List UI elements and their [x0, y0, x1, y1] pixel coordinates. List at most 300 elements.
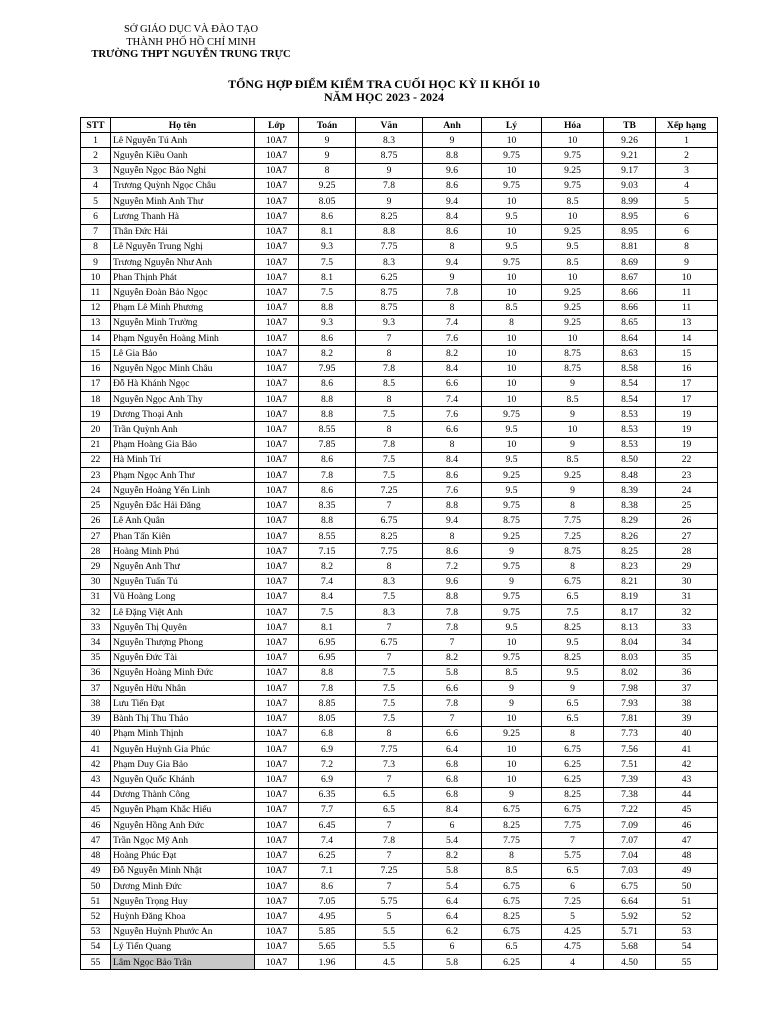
- cell-physics: 8.5: [482, 863, 542, 878]
- cell-math: 8.85: [299, 696, 356, 711]
- cell-rank: 19: [656, 437, 718, 452]
- cell-chemistry: 8.5: [542, 391, 604, 406]
- cell-rank: 17: [656, 391, 718, 406]
- cell-average: 7.51: [604, 757, 656, 772]
- cell-literature: 7.8: [356, 178, 423, 193]
- cell-class: 10A7: [255, 924, 299, 939]
- cell-rank: 10: [656, 270, 718, 285]
- cell-english: 8.6: [423, 178, 482, 193]
- cell-average: 8.69: [604, 254, 656, 269]
- cell-name: Nguyễn Kiều Oanh: [111, 148, 255, 163]
- cell-rank: 11: [656, 285, 718, 300]
- cell-rank: 52: [656, 909, 718, 924]
- cell-chemistry: 9: [542, 483, 604, 498]
- cell-english: 6: [423, 939, 482, 954]
- cell-math: 7.85: [299, 437, 356, 452]
- cell-rank: 31: [656, 589, 718, 604]
- cell-name: Dương Minh Đức: [111, 878, 255, 893]
- table-row: [81, 589, 718, 604]
- cell-physics: 10: [482, 391, 542, 406]
- cell-physics: 9.75: [482, 254, 542, 269]
- cell-stt: 30: [81, 574, 111, 589]
- cell-stt: 36: [81, 665, 111, 680]
- cell-math: 7.8: [299, 468, 356, 483]
- cell-math: 6.45: [299, 818, 356, 833]
- cell-average: 8.54: [604, 376, 656, 391]
- cell-chemistry: 6: [542, 878, 604, 893]
- cell-math: 7.8: [299, 681, 356, 696]
- cell-literature: 7.8: [356, 361, 423, 376]
- cell-physics: 9.5: [482, 209, 542, 224]
- table-row: [81, 194, 718, 209]
- cell-class: 10A7: [255, 422, 299, 437]
- cell-rank: 49: [656, 863, 718, 878]
- cell-english: 6.4: [423, 909, 482, 924]
- cell-class: 10A7: [255, 955, 299, 970]
- cell-literature: 8.25: [356, 528, 423, 543]
- cell-math: 9.3: [299, 239, 356, 254]
- cell-literature: 9.3: [356, 315, 423, 330]
- cell-literature: 7: [356, 848, 423, 863]
- cell-chemistry: 8.25: [542, 650, 604, 665]
- cell-rank: 30: [656, 574, 718, 589]
- cell-class: 10A7: [255, 270, 299, 285]
- cell-math: 8.6: [299, 331, 356, 346]
- cell-english: 9: [423, 133, 482, 148]
- cell-math: 7.2: [299, 757, 356, 772]
- cell-physics: 9.5: [482, 422, 542, 437]
- school-name: TRƯỜNG THPT NGUYỄN TRUNG TRỰC: [91, 49, 291, 60]
- cell-stt: 46: [81, 818, 111, 833]
- cell-average: 8.02: [604, 665, 656, 680]
- cell-english: 8: [423, 239, 482, 254]
- cell-literature: 5.5: [356, 924, 423, 939]
- cell-math: 8.8: [299, 407, 356, 422]
- cell-physics: 10: [482, 437, 542, 452]
- cell-name: Phạm Nguyễn Hoàng Minh: [111, 331, 255, 346]
- cell-literature: 8: [356, 422, 423, 437]
- cell-class: 10A7: [255, 818, 299, 833]
- cell-average: 7.09: [604, 818, 656, 833]
- cell-literature: 8.5: [356, 376, 423, 391]
- table-row: [81, 528, 718, 543]
- city-name: THÀNH PHỐ HỒ CHÍ MINH: [126, 36, 256, 48]
- table-row: [81, 574, 718, 589]
- cell-average: 8.04: [604, 635, 656, 650]
- table-row: [81, 498, 718, 513]
- cell-physics: 9.75: [482, 407, 542, 422]
- cell-class: 10A7: [255, 574, 299, 589]
- cell-rank: 19: [656, 422, 718, 437]
- cell-average: 8.95: [604, 209, 656, 224]
- cell-class: 10A7: [255, 315, 299, 330]
- cell-rank: 11: [656, 300, 718, 315]
- cell-math: 7.5: [299, 254, 356, 269]
- cell-physics: 8: [482, 848, 542, 863]
- cell-class: 10A7: [255, 665, 299, 680]
- cell-class: 10A7: [255, 239, 299, 254]
- cell-stt: 25: [81, 498, 111, 513]
- cell-math: 6.9: [299, 772, 356, 787]
- cell-english: 7.8: [423, 605, 482, 620]
- table-row: [81, 787, 718, 802]
- cell-english: 9: [423, 270, 482, 285]
- cell-name: Nguyễn Anh Thư: [111, 559, 255, 574]
- cell-class: 10A7: [255, 878, 299, 893]
- cell-stt: 40: [81, 726, 111, 741]
- cell-english: 8.4: [423, 209, 482, 224]
- cell-average: 8.67: [604, 270, 656, 285]
- cell-average: 8.95: [604, 224, 656, 239]
- cell-average: 8.19: [604, 589, 656, 604]
- cell-literature: 8.75: [356, 300, 423, 315]
- cell-english: 7.8: [423, 696, 482, 711]
- cell-class: 10A7: [255, 757, 299, 772]
- cell-name: Dương Thành Công: [111, 787, 255, 802]
- cell-chemistry: 8.75: [542, 361, 604, 376]
- cell-class: 10A7: [255, 863, 299, 878]
- cell-class: 10A7: [255, 483, 299, 498]
- cell-average: 8.53: [604, 407, 656, 422]
- cell-math: 8.6: [299, 376, 356, 391]
- cell-rank: 14: [656, 331, 718, 346]
- cell-class: 10A7: [255, 544, 299, 559]
- cell-chemistry: 9: [542, 681, 604, 696]
- cell-physics: 8.25: [482, 818, 542, 833]
- cell-math: 6.25: [299, 848, 356, 863]
- cell-literature: 7.8: [356, 437, 423, 452]
- cell-stt: 26: [81, 513, 111, 528]
- cell-average: 9.17: [604, 163, 656, 178]
- cell-rank: 27: [656, 528, 718, 543]
- cell-rank: 43: [656, 772, 718, 787]
- cell-english: 8.4: [423, 361, 482, 376]
- cell-chemistry: 5.75: [542, 848, 604, 863]
- cell-class: 10A7: [255, 939, 299, 954]
- cell-physics: 10: [482, 361, 542, 376]
- cell-english: 6.4: [423, 894, 482, 909]
- cell-chemistry: 9.25: [542, 224, 604, 239]
- cell-stt: 39: [81, 711, 111, 726]
- cell-rank: 16: [656, 361, 718, 376]
- cell-math: 8.8: [299, 300, 356, 315]
- cell-class: 10A7: [255, 559, 299, 574]
- cell-literature: 7.75: [356, 544, 423, 559]
- cell-english: 8.2: [423, 346, 482, 361]
- cell-math: 8.55: [299, 422, 356, 437]
- table-row: [81, 818, 718, 833]
- cell-average: 6.75: [604, 878, 656, 893]
- cell-average: 7.22: [604, 802, 656, 817]
- cell-name: Lưu Tiến Đạt: [111, 696, 255, 711]
- cell-stt: 43: [81, 772, 111, 787]
- cell-class: 10A7: [255, 300, 299, 315]
- cell-stt: 17: [81, 376, 111, 391]
- cell-stt: 9: [81, 254, 111, 269]
- cell-english: 8.8: [423, 498, 482, 513]
- cell-name: Phan Tấn Kiên: [111, 528, 255, 543]
- cell-chemistry: 9: [542, 437, 604, 452]
- cell-literature: 7: [356, 878, 423, 893]
- cell-rank: 24: [656, 483, 718, 498]
- title-line-2: NĂM HỌC 2023 - 2024: [324, 90, 444, 104]
- cell-physics: 9: [482, 681, 542, 696]
- cell-class: 10A7: [255, 802, 299, 817]
- cell-literature: 7: [356, 331, 423, 346]
- cell-rank: 47: [656, 833, 718, 848]
- cell-rank: 17: [656, 376, 718, 391]
- cell-average: 7.73: [604, 726, 656, 741]
- cell-math: 8.55: [299, 528, 356, 543]
- cell-name: Đỗ Hà Khánh Ngọc: [111, 376, 255, 391]
- cell-average: 8.64: [604, 331, 656, 346]
- cell-chemistry: 10: [542, 209, 604, 224]
- cell-stt: 3: [81, 163, 111, 178]
- table-row: [81, 605, 718, 620]
- cell-english: 8: [423, 437, 482, 452]
- cell-literature: 7.75: [356, 741, 423, 756]
- cell-math: 7.4: [299, 833, 356, 848]
- cell-name: Hoàng Phúc Đạt: [111, 848, 255, 863]
- cell-english: 7.6: [423, 331, 482, 346]
- cell-name: Nguyễn Hoàng Minh Đức: [111, 665, 255, 680]
- cell-rank: 8: [656, 239, 718, 254]
- cell-name: Lê Nguyễn Tú Anh: [111, 133, 255, 148]
- cell-chemistry: 9.75: [542, 148, 604, 163]
- cell-rank: 32: [656, 605, 718, 620]
- cell-physics: 9.75: [482, 178, 542, 193]
- cell-math: 6.95: [299, 650, 356, 665]
- table-row: [81, 681, 718, 696]
- cell-physics: 7.75: [482, 833, 542, 848]
- cell-physics: 10: [482, 711, 542, 726]
- cell-english: 6.6: [423, 376, 482, 391]
- cell-average: 7.93: [604, 696, 656, 711]
- cell-average: 7.39: [604, 772, 656, 787]
- cell-stt: 29: [81, 559, 111, 574]
- cell-stt: 21: [81, 437, 111, 452]
- cell-math: 6.95: [299, 635, 356, 650]
- cell-math: 8: [299, 163, 356, 178]
- cell-literature: 7.5: [356, 468, 423, 483]
- cell-class: 10A7: [255, 528, 299, 543]
- cell-physics: 10: [482, 133, 542, 148]
- cell-rank: 44: [656, 787, 718, 802]
- cell-stt: 15: [81, 346, 111, 361]
- cell-chemistry: 6.5: [542, 711, 604, 726]
- table-row: [81, 254, 718, 269]
- cell-stt: 32: [81, 605, 111, 620]
- cell-class: 10A7: [255, 209, 299, 224]
- cell-math: 9.3: [299, 315, 356, 330]
- cell-class: 10A7: [255, 285, 299, 300]
- cell-rank: 5: [656, 194, 718, 209]
- cell-literature: 7: [356, 818, 423, 833]
- cell-math: 7.7: [299, 802, 356, 817]
- cell-class: 10A7: [255, 163, 299, 178]
- table-row: [81, 422, 718, 437]
- cell-average: 8.66: [604, 285, 656, 300]
- cell-stt: 13: [81, 315, 111, 330]
- cell-average: 8.03: [604, 650, 656, 665]
- cell-math: 7.95: [299, 361, 356, 376]
- cell-stt: 42: [81, 757, 111, 772]
- cell-rank: 53: [656, 924, 718, 939]
- cell-rank: 35: [656, 650, 718, 665]
- cell-average: 7.38: [604, 787, 656, 802]
- table-row: [81, 772, 718, 787]
- cell-rank: 55: [656, 955, 718, 970]
- table-row: [81, 346, 718, 361]
- cell-literature: 5.75: [356, 894, 423, 909]
- cell-average: 7.81: [604, 711, 656, 726]
- cell-name: Lê Anh Quân: [111, 513, 255, 528]
- cell-name: Nguyễn Huỳnh Gia Phúc: [111, 741, 255, 756]
- cell-stt: 12: [81, 300, 111, 315]
- cell-math: 7.1: [299, 863, 356, 878]
- cell-chemistry: 7: [542, 833, 604, 848]
- cell-literature: 6.75: [356, 513, 423, 528]
- cell-chemistry: 7.25: [542, 894, 604, 909]
- cell-rank: 54: [656, 939, 718, 954]
- table-row: [81, 315, 718, 330]
- cell-average: 8.53: [604, 437, 656, 452]
- cell-chemistry: 7.5: [542, 605, 604, 620]
- cell-average: 8.53: [604, 422, 656, 437]
- cell-stt: 20: [81, 422, 111, 437]
- cell-chemistry: 10: [542, 331, 604, 346]
- cell-stt: 38: [81, 696, 111, 711]
- cell-math: 8.05: [299, 711, 356, 726]
- cell-name: Hoàng Minh Phú: [111, 544, 255, 559]
- cell-name: Nguyễn Đoàn Bảo Ngọc: [111, 285, 255, 300]
- cell-math: 6.35: [299, 787, 356, 802]
- cell-chemistry: 8.25: [542, 787, 604, 802]
- cell-physics: 10: [482, 741, 542, 756]
- table-row: [81, 894, 718, 909]
- cell-chemistry: 9.5: [542, 635, 604, 650]
- cell-average: 8.81: [604, 239, 656, 254]
- cell-average: 8.21: [604, 574, 656, 589]
- cell-stt: 41: [81, 741, 111, 756]
- table-row: [81, 878, 718, 893]
- cell-average: 8.66: [604, 300, 656, 315]
- cell-english: 8.6: [423, 224, 482, 239]
- cell-name: Nguyễn Thị Quyên: [111, 620, 255, 635]
- cell-literature: 7.75: [356, 239, 423, 254]
- cell-rank: 6: [656, 209, 718, 224]
- cell-chemistry: 9.25: [542, 315, 604, 330]
- cell-physics: 9: [482, 787, 542, 802]
- cell-name: Huỳnh Đăng Khoa: [111, 909, 255, 924]
- cell-name: Phạm Duy Gia Bảo: [111, 757, 255, 772]
- cell-stt: 54: [81, 939, 111, 954]
- cell-name: Trần Quỳnh Anh: [111, 422, 255, 437]
- column-header-english: Anh: [423, 118, 482, 133]
- cell-math: 8.6: [299, 483, 356, 498]
- cell-name: Lê Nguyễn Trung Nghị: [111, 239, 255, 254]
- cell-name: Trương Nguyễn Như Anh: [111, 254, 255, 269]
- cell-english: 8: [423, 300, 482, 315]
- table-row: [81, 483, 718, 498]
- cell-class: 10A7: [255, 224, 299, 239]
- cell-class: 10A7: [255, 894, 299, 909]
- cell-rank: 50: [656, 878, 718, 893]
- cell-chemistry: 6.5: [542, 863, 604, 878]
- cell-stt: 6: [81, 209, 111, 224]
- cell-chemistry: 9: [542, 407, 604, 422]
- cell-average: 9.03: [604, 178, 656, 193]
- cell-average: 8.25: [604, 544, 656, 559]
- cell-math: 8.6: [299, 452, 356, 467]
- cell-chemistry: 9.5: [542, 665, 604, 680]
- cell-english: 7.8: [423, 285, 482, 300]
- cell-chemistry: 9.25: [542, 300, 604, 315]
- cell-average: 5.68: [604, 939, 656, 954]
- cell-rank: 3: [656, 163, 718, 178]
- cell-stt: 37: [81, 681, 111, 696]
- cell-stt: 50: [81, 878, 111, 893]
- column-header-physics: Lý: [482, 118, 542, 133]
- cell-literature: 8.3: [356, 574, 423, 589]
- cell-name: Phạm Lê Minh Phương: [111, 300, 255, 315]
- cell-english: 8.8: [423, 148, 482, 163]
- cell-rank: 36: [656, 665, 718, 680]
- cell-stt: 14: [81, 331, 111, 346]
- cell-class: 10A7: [255, 148, 299, 163]
- cell-stt: 44: [81, 787, 111, 802]
- cell-chemistry: 8.75: [542, 346, 604, 361]
- cell-math: 7.4: [299, 574, 356, 589]
- cell-english: 7.4: [423, 391, 482, 406]
- cell-class: 10A7: [255, 696, 299, 711]
- cell-class: 10A7: [255, 620, 299, 635]
- cell-english: 9.4: [423, 194, 482, 209]
- cell-stt: 49: [81, 863, 111, 878]
- cell-average: 8.39: [604, 483, 656, 498]
- cell-rank: 51: [656, 894, 718, 909]
- table-row: [81, 391, 718, 406]
- cell-literature: 8.75: [356, 285, 423, 300]
- cell-literature: 8.3: [356, 605, 423, 620]
- column-header-average: TB: [604, 118, 656, 133]
- cell-chemistry: 9.25: [542, 285, 604, 300]
- cell-chemistry: 8: [542, 559, 604, 574]
- cell-stt: 5: [81, 194, 111, 209]
- cell-math: 7.5: [299, 605, 356, 620]
- cell-name: Phạm Ngọc Anh Thư: [111, 468, 255, 483]
- column-header-chemistry: Hóa: [542, 118, 604, 133]
- cell-stt: 11: [81, 285, 111, 300]
- cell-rank: 38: [656, 696, 718, 711]
- cell-name: Phan Thịnh Phát: [111, 270, 255, 285]
- cell-math: 6.9: [299, 741, 356, 756]
- cell-stt: 28: [81, 544, 111, 559]
- cell-rank: 37: [656, 681, 718, 696]
- cell-average: 8.17: [604, 605, 656, 620]
- cell-literature: 7.8: [356, 833, 423, 848]
- cell-math: 8.8: [299, 513, 356, 528]
- cell-chemistry: 6.75: [542, 741, 604, 756]
- table-row: [81, 224, 718, 239]
- cell-literature: 4.5: [356, 955, 423, 970]
- cell-literature: 9: [356, 194, 423, 209]
- cell-english: 8.6: [423, 544, 482, 559]
- cell-physics: 9.5: [482, 620, 542, 635]
- cell-physics: 8: [482, 315, 542, 330]
- cell-class: 10A7: [255, 787, 299, 802]
- table-row: [81, 148, 718, 163]
